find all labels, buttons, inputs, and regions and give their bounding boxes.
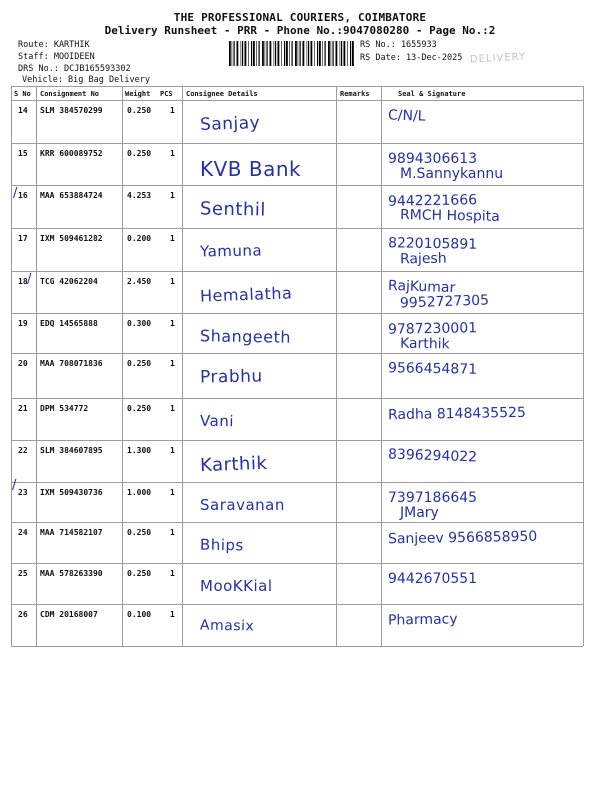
row-weight: 0.100: [127, 610, 152, 619]
row-signature-line2: M.Sannykannu: [400, 166, 504, 182]
row-pcs: 1: [170, 488, 175, 497]
row-sno: 22: [18, 446, 28, 455]
rs-number: RS No.: 1655933: [360, 40, 437, 50]
column-header-remarks: Remarks: [340, 90, 370, 98]
row-consignee-handwritten: Yamuna: [199, 241, 263, 261]
row-signature-line1: Pharmacy: [387, 611, 458, 629]
row-sno: 19: [18, 319, 28, 328]
row-signature-line2: 9952727305: [399, 292, 490, 312]
row-pcs: 1: [170, 106, 175, 115]
row-signature-line1: RajKumar: [387, 277, 456, 297]
row-signature-line2: JMary: [400, 505, 439, 521]
row-consignee-handwritten: Bhips: [199, 535, 244, 555]
row-consignment-no: MAA 714582107: [40, 528, 103, 537]
row-pcs: 1: [170, 610, 175, 619]
row-consignee-handwritten: Sanjay: [199, 112, 261, 136]
runsheet-subtitle: Delivery Runsheet - PRR - Phone No.:9047080280 - Page No.:2: [104, 24, 496, 37]
row-sno: 23: [18, 488, 28, 497]
row-consignment-no: TCG 42062204: [40, 277, 98, 286]
column-header-weight: Weight: [125, 90, 151, 98]
row-pcs: 1: [170, 569, 175, 578]
row-consignee-handwritten: Prabhu: [199, 366, 263, 388]
row-weight: 0.250: [127, 106, 152, 115]
row-consignment-no: MAA 708071836: [40, 359, 103, 368]
row-sno: 20: [18, 359, 28, 368]
row-weight: 4.253: [127, 191, 152, 200]
row-signature-line1: 9894306613: [388, 151, 478, 167]
column-header-pcs: PCS: [160, 90, 173, 98]
row-sno: 18: [18, 277, 28, 286]
row-sno: 16: [18, 191, 28, 200]
column-header-consignee: Consignee Details: [186, 90, 258, 98]
row-signature-line1: 9787230001: [387, 320, 478, 338]
row-sno: 17: [18, 234, 28, 243]
row-consignment-no: IXM 509430736: [40, 488, 103, 497]
row-weight: 0.300: [127, 319, 152, 328]
row-weight: 0.250: [127, 404, 152, 413]
row-consignment-no: DPM 534772: [40, 404, 89, 413]
column-header-signature: Seal & Signature: [398, 90, 466, 98]
row-signature-line1: 9442670551: [388, 571, 478, 587]
staff-label: Staff: MOOIDEEN: [18, 52, 95, 62]
row-consignment-no: KRR 600089752: [40, 149, 103, 158]
row-signature-line1: Radha 8148435525: [387, 404, 526, 424]
row-consignment-no: EDQ 14565888: [40, 319, 98, 328]
row-signature-line1: Sanjeev 9566858950: [387, 528, 538, 548]
row-consignment-no: MAA 578263390: [40, 569, 103, 578]
delivery-stamp: DELIVERY: [469, 51, 527, 66]
row-pcs: 1: [170, 234, 175, 243]
column-header-consignment: Consignment No: [40, 90, 100, 98]
row-signature-line2: RMCH Hospita: [399, 207, 500, 225]
row-signature-line2: Karthik: [399, 335, 450, 353]
row-signature-line1: 9442221666: [387, 192, 478, 210]
barcode-image: [229, 41, 357, 66]
row-signature-line1: 9566454871: [387, 360, 478, 378]
tick-mark: /: [13, 186, 18, 201]
vehicle-label: Vehicle: Big Bag Delivery: [22, 75, 150, 85]
row-pcs: 1: [170, 404, 175, 413]
row-pcs: 1: [170, 528, 175, 537]
row-sno: 24: [18, 528, 28, 537]
row-pcs: 1: [170, 191, 175, 200]
row-pcs: 1: [170, 149, 175, 158]
row-consignee-handwritten: Hemalatha: [199, 283, 293, 306]
row-pcs: 1: [170, 277, 175, 286]
tick-mark: /: [12, 478, 17, 493]
rs-date: RS Date: 13-Dec-2025: [360, 53, 463, 63]
row-pcs: 1: [170, 446, 175, 455]
row-signature-line1: 8220105891: [387, 235, 478, 253]
row-consignee-handwritten: Saravanan: [200, 496, 285, 514]
row-signature-line2: Rajesh: [399, 250, 447, 268]
row-consignment-no: IXM 509461282: [40, 234, 103, 243]
row-weight: 0.250: [127, 149, 152, 158]
row-signature-line1: C/N/L: [387, 107, 426, 125]
row-consignee-handwritten: Vani: [199, 411, 235, 431]
row-consignment-no: SLM 384570299: [40, 106, 103, 115]
drs-number: DRS No.: DCJB165593302: [18, 64, 131, 74]
row-sno: 21: [18, 404, 28, 413]
row-consignee-handwritten: Karthik: [199, 452, 268, 477]
row-consignee-handwritten: MooKKial: [200, 577, 273, 595]
row-sno: 14: [18, 106, 28, 115]
row-sno: 26: [18, 610, 28, 619]
route-label: Route: KARTHIK: [18, 40, 90, 50]
column-header-sno: S No: [14, 90, 31, 98]
row-weight: 0.250: [127, 359, 152, 368]
row-consignee-handwritten: KVB Bank: [200, 157, 302, 181]
row-consignment-no: SLM 384607895: [40, 446, 103, 455]
row-weight: 0.200: [127, 234, 152, 243]
row-weight: 1.000: [127, 488, 152, 497]
row-sno: 15: [18, 149, 28, 158]
row-consignee-handwritten: Shangeeth: [199, 326, 292, 347]
row-consignee-handwritten: Senthil: [199, 198, 267, 221]
row-weight: 0.250: [127, 569, 152, 578]
row-pcs: 1: [170, 319, 175, 328]
tick-mark: /: [27, 272, 32, 287]
row-sno: 25: [18, 569, 28, 578]
row-pcs: 1: [170, 359, 175, 368]
row-signature-line1: 7397186645: [388, 490, 478, 506]
runsheet-title: THE PROFESSIONAL COURIERS, COIMBATORE: [173, 11, 427, 24]
row-consignment-no: MAA 653884724: [40, 191, 103, 200]
row-consignee-handwritten: Amasix: [199, 617, 255, 635]
row-weight: 2.450: [127, 277, 152, 286]
row-weight: 0.250: [127, 528, 152, 537]
row-signature-line1: 8396294022: [387, 446, 478, 466]
row-consignment-no: CDM 20168007: [40, 610, 98, 619]
row-weight: 1.300: [127, 446, 152, 455]
